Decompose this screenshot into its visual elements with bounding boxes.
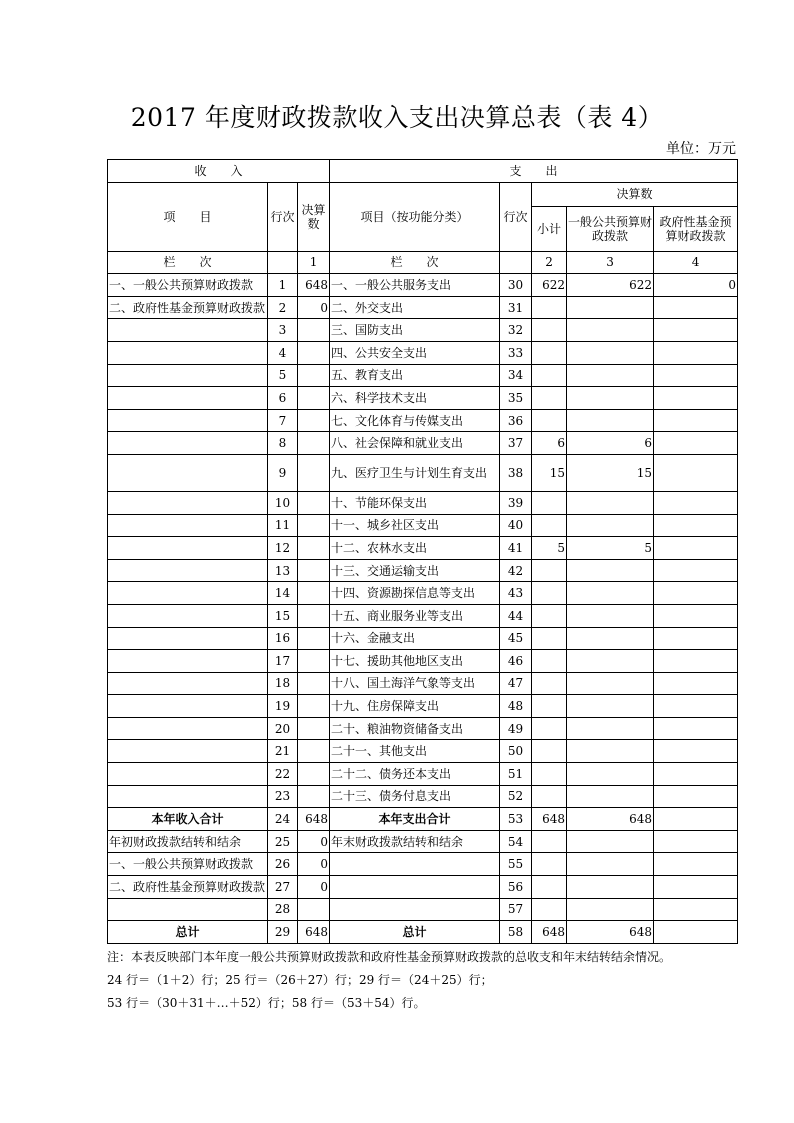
expense-general-budget: 5 (567, 537, 654, 560)
income-amount (298, 559, 330, 582)
expense-general-budget (567, 876, 654, 899)
income-row-no: 26 (268, 853, 298, 876)
income-row-no: 25 (268, 830, 298, 853)
expense-subtotal (532, 876, 567, 899)
income-row-no: 7 (268, 409, 298, 432)
income-amount (298, 491, 330, 514)
income-amount (298, 582, 330, 605)
income-amount (298, 319, 330, 342)
income-amount (298, 672, 330, 695)
income-amount: 0 (298, 830, 330, 853)
expense-row-no: 55 (500, 853, 532, 876)
expense-gov-fund (654, 364, 738, 387)
note-line: 注：本表反映部门本年度一般公共预算财政拨款和政府性基金预算财政拨款的总收支和年末结转结余情况。 (107, 950, 672, 964)
income-item-name (108, 491, 268, 514)
expense-gov-fund (654, 537, 738, 560)
income-item-name (108, 785, 268, 808)
expense-gov-fund (654, 650, 738, 673)
income-row-no: 20 (268, 717, 298, 740)
income-row-no: 8 (268, 432, 298, 455)
expense-general-budget (567, 364, 654, 387)
expense-gov-fund (654, 695, 738, 718)
note-line: 53 行＝（30＋31＋…＋52）行；58 行＝（53＋54）行。 (107, 996, 426, 1010)
table-row (108, 921, 738, 944)
income-amount (298, 604, 330, 627)
expense-item-name: 十二、农林水支出 (330, 537, 500, 560)
income-row-no: 3 (268, 319, 298, 342)
item-by-function-header: 项目（按功能分类） (330, 182, 500, 251)
table-row (108, 409, 738, 432)
expense-gov-fund (654, 830, 738, 853)
income-item-name (108, 604, 268, 627)
expense-gov-fund (654, 559, 738, 582)
income-item-name (108, 717, 268, 740)
income-item-name (108, 387, 268, 410)
table-row (108, 627, 738, 650)
expense-subtotal (532, 627, 567, 650)
expense-item-name: 十五、商业服务业等支出 (330, 604, 500, 627)
income-item-name (108, 582, 268, 605)
row-no2-header: 行次 (500, 182, 532, 251)
expense-subtotal (532, 853, 567, 876)
expense-row-no: 44 (500, 604, 532, 627)
income-row-no: 6 (268, 387, 298, 410)
budget-group-header: 决算数 (532, 182, 738, 206)
expense-item-name: 二十三、债务付息支出 (330, 785, 500, 808)
table-row (108, 387, 738, 410)
income-item-name (108, 763, 268, 786)
expense-item-name: 本年支出合计 (330, 808, 500, 831)
col-4-label: 4 (654, 251, 738, 274)
table-row (108, 341, 738, 364)
budget-amount-header: 决算数 (298, 182, 330, 251)
expense-subtotal (532, 695, 567, 718)
expense-row-no: 40 (500, 514, 532, 537)
expense-row-no: 56 (500, 876, 532, 899)
table-row (108, 763, 738, 786)
income-item-name: 总计 (108, 921, 268, 944)
income-item-name: 二、政府性基金预算财政拨款 (108, 876, 268, 899)
expense-row-no: 35 (500, 387, 532, 410)
expense-general-budget (567, 853, 654, 876)
table-row (108, 650, 738, 673)
expense-subtotal (532, 296, 567, 319)
income-item-name (108, 898, 268, 921)
expense-item-name: 三、国防支出 (330, 319, 500, 342)
income-item-name (108, 364, 268, 387)
expense-subtotal (532, 409, 567, 432)
income-row-no: 29 (268, 921, 298, 944)
col-1-label: 1 (298, 251, 330, 274)
expense-item-name (330, 898, 500, 921)
income-amount: 648 (298, 274, 330, 297)
expense-row-no: 37 (500, 432, 532, 455)
expense-gov-fund (654, 582, 738, 605)
income-row-no: 17 (268, 650, 298, 673)
item-header: 项 目 (108, 182, 268, 251)
expense-item-name: 十、节能环保支出 (330, 491, 500, 514)
income-row-no: 16 (268, 627, 298, 650)
expense-item-name (330, 853, 500, 876)
expense-row-no: 39 (500, 491, 532, 514)
expense-item-name: 七、文化体育与传媒支出 (330, 409, 500, 432)
expense-gov-fund (654, 853, 738, 876)
expense-item-name: 九、医疗卫生与计划生育支出 (330, 454, 500, 491)
expense-subtotal (532, 785, 567, 808)
expense-item-name: 年末财政拨款结转和结余 (330, 830, 500, 853)
col-2-label: 2 (532, 251, 567, 274)
income-row-no: 11 (268, 514, 298, 537)
income-row-no: 18 (268, 672, 298, 695)
expense-subtotal (532, 364, 567, 387)
expense-gov-fund (654, 604, 738, 627)
income-amount (298, 650, 330, 673)
income-row-no: 28 (268, 898, 298, 921)
income-amount (298, 454, 330, 491)
expense-gov-fund (654, 785, 738, 808)
unit-label: 单位：万元 (666, 141, 736, 157)
expense-gov-fund (654, 409, 738, 432)
income-amount: 648 (298, 808, 330, 831)
expense-gov-fund (654, 432, 738, 455)
table-row (108, 582, 738, 605)
expense-row-no: 54 (500, 830, 532, 853)
income-amount (298, 740, 330, 763)
income-amount (298, 341, 330, 364)
expense-gov-fund (654, 491, 738, 514)
note-line: 24 行＝（1＋2）行；25 行＝（26＋27）行；29 行＝（24＋25）行； (107, 973, 493, 987)
expense-item-name: 六、科学技术支出 (330, 387, 500, 410)
expense-item-name: 八、社会保障和就业支出 (330, 432, 500, 455)
income-row-no: 14 (268, 582, 298, 605)
table-row (108, 695, 738, 718)
expense-general-budget (567, 695, 654, 718)
expense-row-no: 32 (500, 319, 532, 342)
expense-row-no: 51 (500, 763, 532, 786)
expense-row-no: 47 (500, 672, 532, 695)
expense-gov-fund (654, 740, 738, 763)
expense-subtotal (532, 763, 567, 786)
income-row-no: 15 (268, 604, 298, 627)
expense-general-budget (567, 341, 654, 364)
income-item-name (108, 432, 268, 455)
table-row (108, 432, 738, 455)
expense-row-no: 30 (500, 274, 532, 297)
expense-general-budget (567, 559, 654, 582)
expense-general-budget (567, 491, 654, 514)
expense-row-no: 46 (500, 650, 532, 673)
table-row (108, 898, 738, 921)
income-row-no: 13 (268, 559, 298, 582)
expense-gov-fund (654, 717, 738, 740)
expense-subtotal (532, 830, 567, 853)
table-row (108, 514, 738, 537)
income-amount (298, 409, 330, 432)
expense-general-budget (567, 740, 654, 763)
expense-item-name: 二十二、债务还本支出 (330, 763, 500, 786)
expense-subtotal (532, 717, 567, 740)
income-amount: 0 (298, 296, 330, 319)
fiscal-summary-table (107, 159, 738, 944)
expense-item-name (330, 876, 500, 899)
income-amount (298, 432, 330, 455)
expense-item-name: 五、教育支出 (330, 364, 500, 387)
expense-gov-fund (654, 514, 738, 537)
income-row-no: 5 (268, 364, 298, 387)
expense-header: 支 出 (330, 160, 738, 183)
income-item-name (108, 695, 268, 718)
expense-item-name: 十七、援助其他地区支出 (330, 650, 500, 673)
expense-item-name: 十三、交通运输支出 (330, 559, 500, 582)
general-budget-header: 一般公共预算财政拨款 (567, 206, 654, 251)
expense-subtotal (532, 898, 567, 921)
expense-general-budget: 15 (567, 454, 654, 491)
expense-subtotal: 5 (532, 537, 567, 560)
income-item-name (108, 454, 268, 491)
income-row-no: 22 (268, 763, 298, 786)
table-row (108, 296, 738, 319)
expense-row-no: 34 (500, 364, 532, 387)
income-amount (298, 514, 330, 537)
expense-row-no: 52 (500, 785, 532, 808)
table-row (108, 672, 738, 695)
expense-gov-fund (654, 627, 738, 650)
expense-general-budget (567, 604, 654, 627)
expense-general-budget (567, 409, 654, 432)
table-row (108, 876, 738, 899)
income-item-name: 二、政府性基金预算财政拨款 (108, 296, 268, 319)
expense-subtotal: 622 (532, 274, 567, 297)
expense-general-budget (567, 672, 654, 695)
expense-general-budget: 648 (567, 808, 654, 831)
expense-general-budget (567, 296, 654, 319)
expense-item-name: 十八、国土海洋气象等支出 (330, 672, 500, 695)
income-item-name (108, 319, 268, 342)
expense-subtotal (532, 514, 567, 537)
income-amount (298, 785, 330, 808)
expense-subtotal (532, 582, 567, 605)
page-title: 2017 年度财政拨款收入支出决算总表（表 4） (130, 103, 664, 132)
table-row (108, 537, 738, 560)
col-3-label: 3 (567, 251, 654, 274)
expense-row-no: 38 (500, 454, 532, 491)
expense-gov-fund (654, 454, 738, 491)
expense-subtotal (532, 387, 567, 410)
expense-item-name: 十四、资源勘探信息等支出 (330, 582, 500, 605)
income-amount (298, 898, 330, 921)
income-amount: 648 (298, 921, 330, 944)
table-row (108, 319, 738, 342)
income-item-name (108, 514, 268, 537)
expense-gov-fund (654, 341, 738, 364)
expense-gov-fund (654, 319, 738, 342)
expense-item-name: 十九、住房保障支出 (330, 695, 500, 718)
table-row (108, 717, 738, 740)
income-row-no: 27 (268, 876, 298, 899)
table-row (108, 559, 738, 582)
income-row-no: 23 (268, 785, 298, 808)
expense-item-name: 二十、粮油物资储备支出 (330, 717, 500, 740)
expense-row-no: 43 (500, 582, 532, 605)
table-row (108, 740, 738, 763)
income-row-no: 2 (268, 296, 298, 319)
expense-subtotal (532, 491, 567, 514)
expense-subtotal (532, 740, 567, 763)
expense-row-no: 36 (500, 409, 532, 432)
income-item-name: 年初财政拨款结转和结余 (108, 830, 268, 853)
subtotal-header: 小计 (532, 206, 567, 251)
expense-general-budget (567, 830, 654, 853)
income-row-no: 24 (268, 808, 298, 831)
table-row (108, 853, 738, 876)
expense-row-no: 50 (500, 740, 532, 763)
expense-row-no: 48 (500, 695, 532, 718)
col-label: 栏 次 (108, 251, 268, 274)
expense-general-budget (567, 717, 654, 740)
expense-general-budget (567, 898, 654, 921)
expense-row-no: 31 (500, 296, 532, 319)
income-item-name (108, 672, 268, 695)
expense-item-name: 总计 (330, 921, 500, 944)
income-amount (298, 627, 330, 650)
expense-row-no: 49 (500, 717, 532, 740)
table-row (108, 785, 738, 808)
col-label-2: 栏 次 (330, 251, 500, 274)
income-row-no: 10 (268, 491, 298, 514)
expense-subtotal (532, 672, 567, 695)
expense-row-no: 42 (500, 559, 532, 582)
expense-item-name: 十一、城乡社区支出 (330, 514, 500, 537)
expense-row-no: 53 (500, 808, 532, 831)
expense-general-budget (567, 627, 654, 650)
expense-subtotal (532, 559, 567, 582)
expense-gov-fund (654, 763, 738, 786)
expense-general-budget (567, 319, 654, 342)
footnotes (107, 946, 671, 1015)
expense-general-budget: 648 (567, 921, 654, 944)
income-amount (298, 717, 330, 740)
income-amount (298, 537, 330, 560)
expense-row-no: 33 (500, 341, 532, 364)
expense-subtotal (532, 650, 567, 673)
expense-row-no: 41 (500, 537, 532, 560)
table-row (108, 830, 738, 853)
income-item-name (108, 627, 268, 650)
expense-general-budget (567, 650, 654, 673)
expense-subtotal (532, 341, 567, 364)
expense-subtotal: 15 (532, 454, 567, 491)
expense-item-name: 四、公共安全支出 (330, 341, 500, 364)
income-amount (298, 695, 330, 718)
expense-row-no: 58 (500, 921, 532, 944)
expense-gov-fund (654, 898, 738, 921)
row-no-header: 行次 (268, 182, 298, 251)
income-item-name: 一、一般公共预算财政拨款 (108, 274, 268, 297)
expense-gov-fund (654, 672, 738, 695)
expense-item-name: 二、外交支出 (330, 296, 500, 319)
income-row-no: 19 (268, 695, 298, 718)
table-row (108, 364, 738, 387)
income-row-no: 9 (268, 454, 298, 491)
expense-gov-fund (654, 387, 738, 410)
table-row (108, 491, 738, 514)
income-row-no: 21 (268, 740, 298, 763)
expense-row-no: 45 (500, 627, 532, 650)
income-item-name (108, 341, 268, 364)
expense-general-budget (567, 785, 654, 808)
table-row (108, 274, 738, 297)
income-item-name: 一、一般公共预算财政拨款 (108, 853, 268, 876)
expense-gov-fund (654, 921, 738, 944)
expense-general-budget (567, 763, 654, 786)
expense-gov-fund (654, 808, 738, 831)
expense-row-no: 57 (500, 898, 532, 921)
expense-subtotal: 648 (532, 921, 567, 944)
expense-item-name: 一、一般公共服务支出 (330, 274, 500, 297)
expense-general-budget (567, 514, 654, 537)
income-item-name (108, 559, 268, 582)
income-amount: 0 (298, 876, 330, 899)
income-row-no: 12 (268, 537, 298, 560)
expense-gov-fund (654, 876, 738, 899)
income-item-name (108, 740, 268, 763)
income-header: 收 入 (108, 160, 330, 183)
gov-fund-header: 政府性基金预算财政拨款 (654, 206, 738, 251)
income-row-no: 1 (268, 274, 298, 297)
expense-general-budget (567, 387, 654, 410)
income-item-name (108, 650, 268, 673)
expense-item-name: 二十一、其他支出 (330, 740, 500, 763)
income-amount (298, 364, 330, 387)
expense-subtotal: 6 (532, 432, 567, 455)
table-row (108, 604, 738, 627)
expense-general-budget: 6 (567, 432, 654, 455)
expense-gov-fund (654, 296, 738, 319)
expense-item-name: 十六、金融支出 (330, 627, 500, 650)
table-row (108, 808, 738, 831)
income-item-name (108, 409, 268, 432)
expense-general-budget (567, 582, 654, 605)
income-amount (298, 387, 330, 410)
expense-subtotal: 648 (532, 808, 567, 831)
income-item-name (108, 537, 268, 560)
income-row-no: 4 (268, 341, 298, 364)
income-amount: 0 (298, 853, 330, 876)
expense-gov-fund: 0 (654, 274, 738, 297)
income-item-name: 本年收入合计 (108, 808, 268, 831)
expense-subtotal (532, 604, 567, 627)
table-row (108, 454, 738, 491)
income-amount (298, 763, 330, 786)
expense-general-budget: 622 (567, 274, 654, 297)
expense-subtotal (532, 319, 567, 342)
